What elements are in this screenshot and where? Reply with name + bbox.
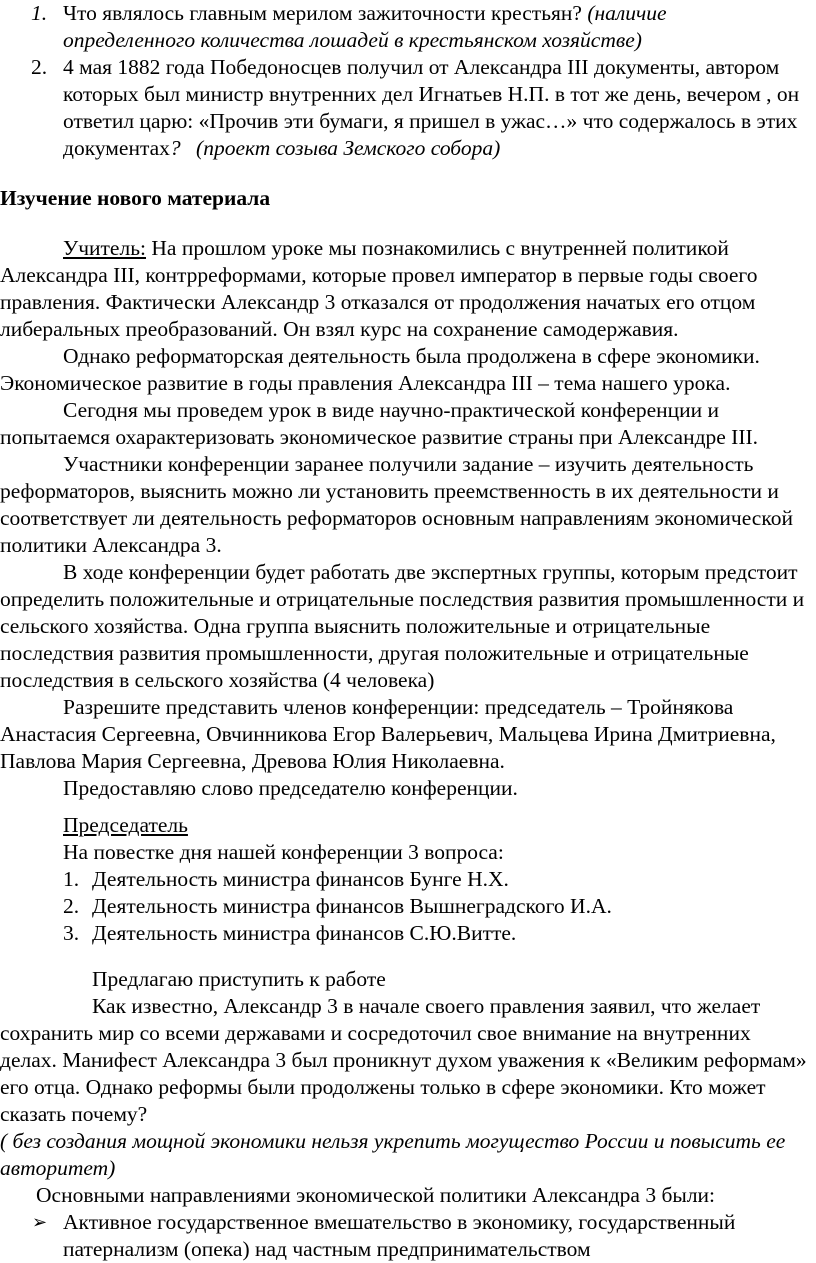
directions-intro: Основными направлениями экономической политики Александра 3 были: bbox=[36, 1183, 716, 1207]
teacher-paragraph: Учитель: На прошлом уроке мы познакомились с внутренней политикой Александра III, контрреформами, которые провел император в первые годы своего правления. Фактически Александр 3 отказался от продолжения начатых его отцом либеральных преобразований. Он взял курс на сохранение самодержавия. bbox=[0, 236, 758, 341]
agenda-number: 1. bbox=[63, 867, 80, 891]
agenda-text: Деятельность министра финансов Бунге Н.Х. bbox=[92, 867, 509, 891]
agenda-item-2 bbox=[0, 893, 812, 920]
direction-bullet-1 bbox=[0, 1209, 803, 1263]
teacher-paragraph: В ходе конференции будет работать две экспертных группы, которым предстоит определить положительные и отрицательные последствия развития промышленности и сельского хозяйства. Одна группа выяснить положительные и отрицательные последствия развития промышленности, другая положительные и отрицательные последствия в сельского хозяйства (4 человека) bbox=[0, 560, 805, 692]
bullet-text: Активное государственное вмешательство в экономику, государственный патернализм (опека) над частным предпринимательством bbox=[63, 1210, 736, 1261]
question-list bbox=[0, 0, 816, 162]
teacher-speech bbox=[0, 235, 812, 802]
teacher-paragraph: Сегодня мы проведем урок в виде научно-практической конференции и попытаемся охарактеризовать экономическое развитие страны при Александре III. bbox=[0, 398, 759, 449]
agenda-number: 2. bbox=[63, 894, 80, 918]
agenda-text: Деятельность министра финансов Вышнеградского И.А. bbox=[92, 894, 612, 918]
agenda-number: 3. bbox=[63, 921, 80, 945]
question-item-1 bbox=[0, 0, 803, 54]
teacher-paragraph: Участники конференции заранее получили задание – изучить деятельность реформаторов, выяснить можно ли установить преемственность в их деятельности и соответствует ли деятельность реформаторов основным направлениям экономической политики Александра 3. bbox=[0, 452, 793, 557]
arrow-bullet-icon: ➢ bbox=[32, 1212, 48, 1233]
question-answer: (проект созыва Земского собора) bbox=[196, 136, 501, 160]
chair-label: Председатель bbox=[63, 813, 188, 837]
proceed-line: Предлагаю приступить к работе bbox=[92, 967, 386, 991]
teacher-paragraph: Разрешите представить членов конференции: председатель – Тройнякова Анастасия Сергеевна, Овчинникова Егор Валерьевич, Мальцева Ирина Дмитриевна, Павлова Мария Сергеевна, Древова Юлия Николаевна. bbox=[0, 695, 776, 773]
teacher-label: Учитель: bbox=[63, 236, 146, 260]
question-text: 4 мая 1882 года Победоносцев получил от Александра III документы, автором которых был министр внутренних дел Игнатьев Н.П. в тот же день, вечером , он ответил царю: «Прочив эти бумаги, я пришел в ужас…» что содержалось в этих документах bbox=[63, 55, 800, 160]
question-text: Что являлось главным мерилом зажиточности крестьян? bbox=[63, 1, 582, 25]
chair-intro: На повестке дня нашей конференции 3 вопроса: bbox=[63, 840, 504, 864]
agenda-item-1 bbox=[0, 866, 812, 893]
agenda-item-3 bbox=[0, 920, 812, 947]
agenda-text: Деятельность министра финансов С.Ю.Витте. bbox=[92, 921, 517, 945]
question-mark: ? bbox=[169, 136, 181, 160]
question-answer: (наличие определенного количества лошадей в крестьянском хозяйстве) bbox=[63, 1, 667, 52]
section-heading: Изучение нового материала bbox=[0, 186, 271, 210]
question-item-2 bbox=[0, 54, 803, 162]
known-paragraph: Как известно, Александр 3 в начале своего правления заявил, что желает сохранить мир со всеми державами и сосредоточил свое внимание на внутренних делах. Манифест Александра 3 был проникнут духом уважения к «Великим реформам» его отца. Однако реформы были продолжены только в сфере экономики. Кто может сказать почему? bbox=[0, 994, 807, 1126]
question-number: 1. bbox=[31, 1, 48, 25]
chair-section bbox=[0, 812, 812, 947]
question-number: 2. bbox=[31, 55, 48, 79]
teacher-paragraph: Предоставляю слово председателю конференции. bbox=[63, 776, 518, 800]
teacher-paragraph: Однако реформаторская деятельность была продолжена в сфере экономики. Экономическое развитие в годы правления Александра III – тема нашего урока. bbox=[0, 344, 760, 395]
discussion-section bbox=[0, 966, 812, 1263]
known-answer: ( без создания мощной экономики нельзя укрепить могущество России и повысить ее авторитет) bbox=[0, 1129, 786, 1180]
